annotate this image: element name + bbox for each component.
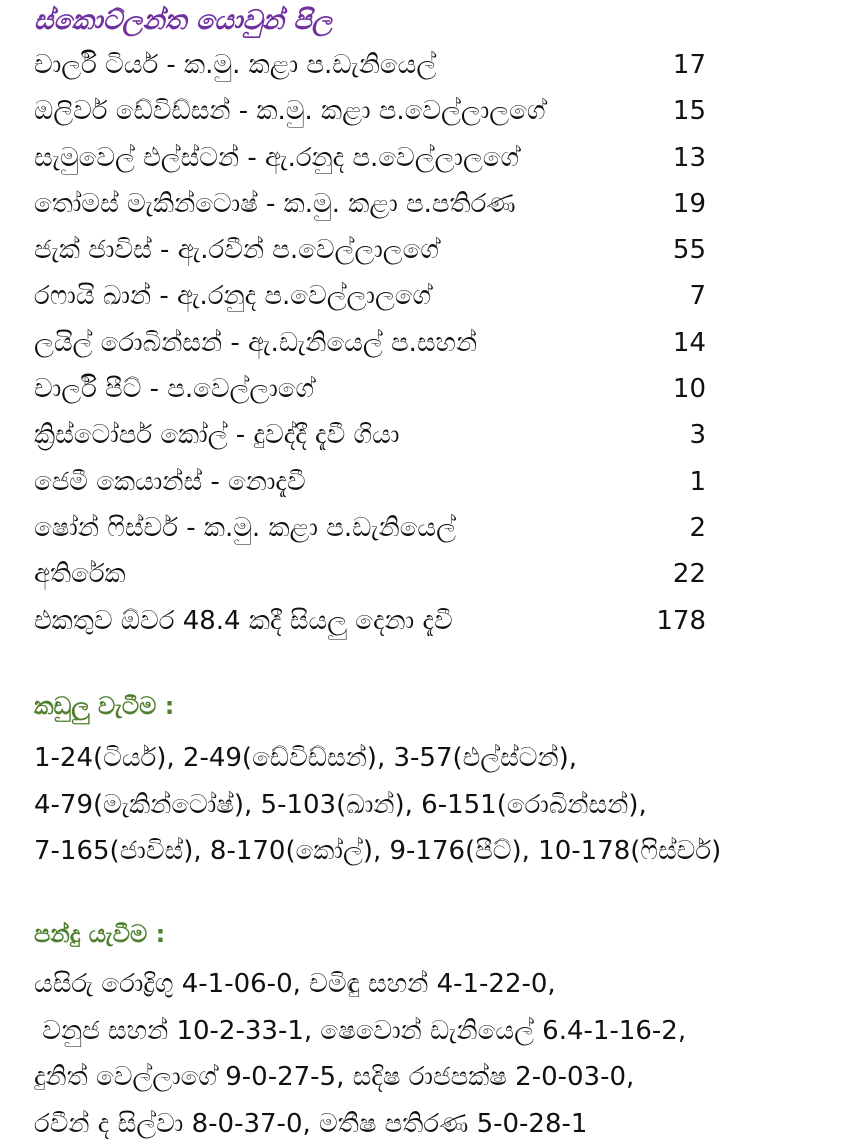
batting-row <box>34 273 714 319</box>
batsman-entry: ජෙමී කෙයාන්ස් - නොදැවී <box>34 459 306 505</box>
batsman-runs: 14 <box>673 320 706 366</box>
bowling-line: යසිරු රොද්‍රිගු 4-1-06-0, චමිඳු සහන් 4-1-22-0, <box>34 961 686 1008</box>
batting-row <box>34 181 714 227</box>
batting-row <box>34 366 714 412</box>
team-title: ස්කොට්ලන්ත යොවුන් පිල <box>34 2 332 40</box>
batting-scorecard <box>34 42 714 644</box>
batsman-runs: 2 <box>689 505 706 551</box>
batsman-entry: රෆායි ඛාන් - ඇ.රනුද ප.වෙල්ලාලගේ <box>34 273 431 319</box>
batsman-entry: ෂෝන් ෆිස්චර් - ක.මු. කළා ප.ඩැනියෙල් <box>34 505 456 551</box>
extras-label: අතිරේක <box>34 551 126 597</box>
fall-of-wickets-line: 4-79(මැකින්ටෝෂ්), 5-103(ඛාන්), 6-151(රොබින්සන්), <box>34 782 721 829</box>
batsman-entry: චාර්ලි ටියර් - ක.මු. කළා ප.ඩැනියෙල් <box>34 42 436 88</box>
batsman-entry: චාර්ලි පීට් - ප.වෙල්ලාගේ <box>34 366 314 412</box>
batsman-entry: ලයිල් රොබින්සන් - ඇ.ඩැනියෙල් ප.සහන් <box>34 320 477 366</box>
batsman-runs: 10 <box>673 366 706 412</box>
batsman-entry: තෝමස් මැකින්ටොෂ් - ක.මු. කළා ප.පතිරණ <box>34 181 516 227</box>
fall-of-wickets-heading: කඩුලු වැටීම : <box>34 692 174 720</box>
total-row <box>34 598 714 644</box>
bowling-figures-list <box>34 961 686 1147</box>
batsman-runs: 1 <box>689 459 706 505</box>
batting-row <box>34 505 714 551</box>
batting-row <box>34 42 714 88</box>
total-label: එකතුව ඕවර 48.4 කදී සියලු දෙනා දැවී <box>34 598 453 644</box>
batting-row <box>34 320 714 366</box>
batsman-entry: ජැක් ජාවිස් - ඇ.රවීන් ප.වෙල්ලාලගේ <box>34 227 439 273</box>
fall-of-wickets-list <box>34 735 721 875</box>
batting-row <box>34 227 714 273</box>
batsman-entry: ක්‍රිස්ටෝපර් කෝල් - දුවද්දී දැවී ගියා <box>34 412 399 458</box>
total-runs: 178 <box>656 598 706 644</box>
batting-row <box>34 459 714 505</box>
bowling-line: රවීන් ද සිල්වා 8-0-37-0, මතීෂ පතිරණ 5-0-28-1 <box>34 1101 686 1147</box>
batsman-runs: 3 <box>689 412 706 458</box>
batsman-runs: 19 <box>673 181 706 227</box>
batting-row <box>34 88 714 134</box>
batsman-runs: 55 <box>673 227 706 273</box>
batting-row <box>34 135 714 181</box>
bowling-line: වනුජ සහන් 10-2-33-1, ෂෙවොන් ඩැනියෙල් 6.4-1-16-2, <box>34 1008 686 1055</box>
batsman-runs: 15 <box>673 88 706 134</box>
fall-of-wickets-line: 7-165(ජාවිස්), 8-170(කෝල්), 9-176(පීට්), 10-178(ෆිස්චර්) <box>34 828 721 875</box>
fall-of-wickets-line: 1-24(ටියර්), 2-49(ඩේවිඩ්සන්), 3-57(එල්ස්ටන්), <box>34 735 721 782</box>
batsman-runs: 7 <box>689 273 706 319</box>
batsman-runs: 13 <box>673 135 706 181</box>
batsman-runs: 17 <box>673 42 706 88</box>
batsman-entry: සැමුවෙල් එල්ස්ටන් - ඇ.රනුද ප.වෙල්ලාලගේ <box>34 135 519 181</box>
batting-row <box>34 412 714 458</box>
extras-row <box>34 551 714 597</box>
bowling-heading: පන්දු යැවීම : <box>34 920 165 948</box>
extras-runs: 22 <box>673 551 706 597</box>
bowling-line: දුනිත් වෙල්ලාගේ 9-0-27-5, සදිෂ රාජපක්ෂ 2-0-03-0, <box>34 1054 686 1101</box>
batsman-entry: ඔලිවර් ඩේවිඩ්සන් - ක.මු. කළා ප.වෙල්ලාලගේ <box>34 88 545 134</box>
